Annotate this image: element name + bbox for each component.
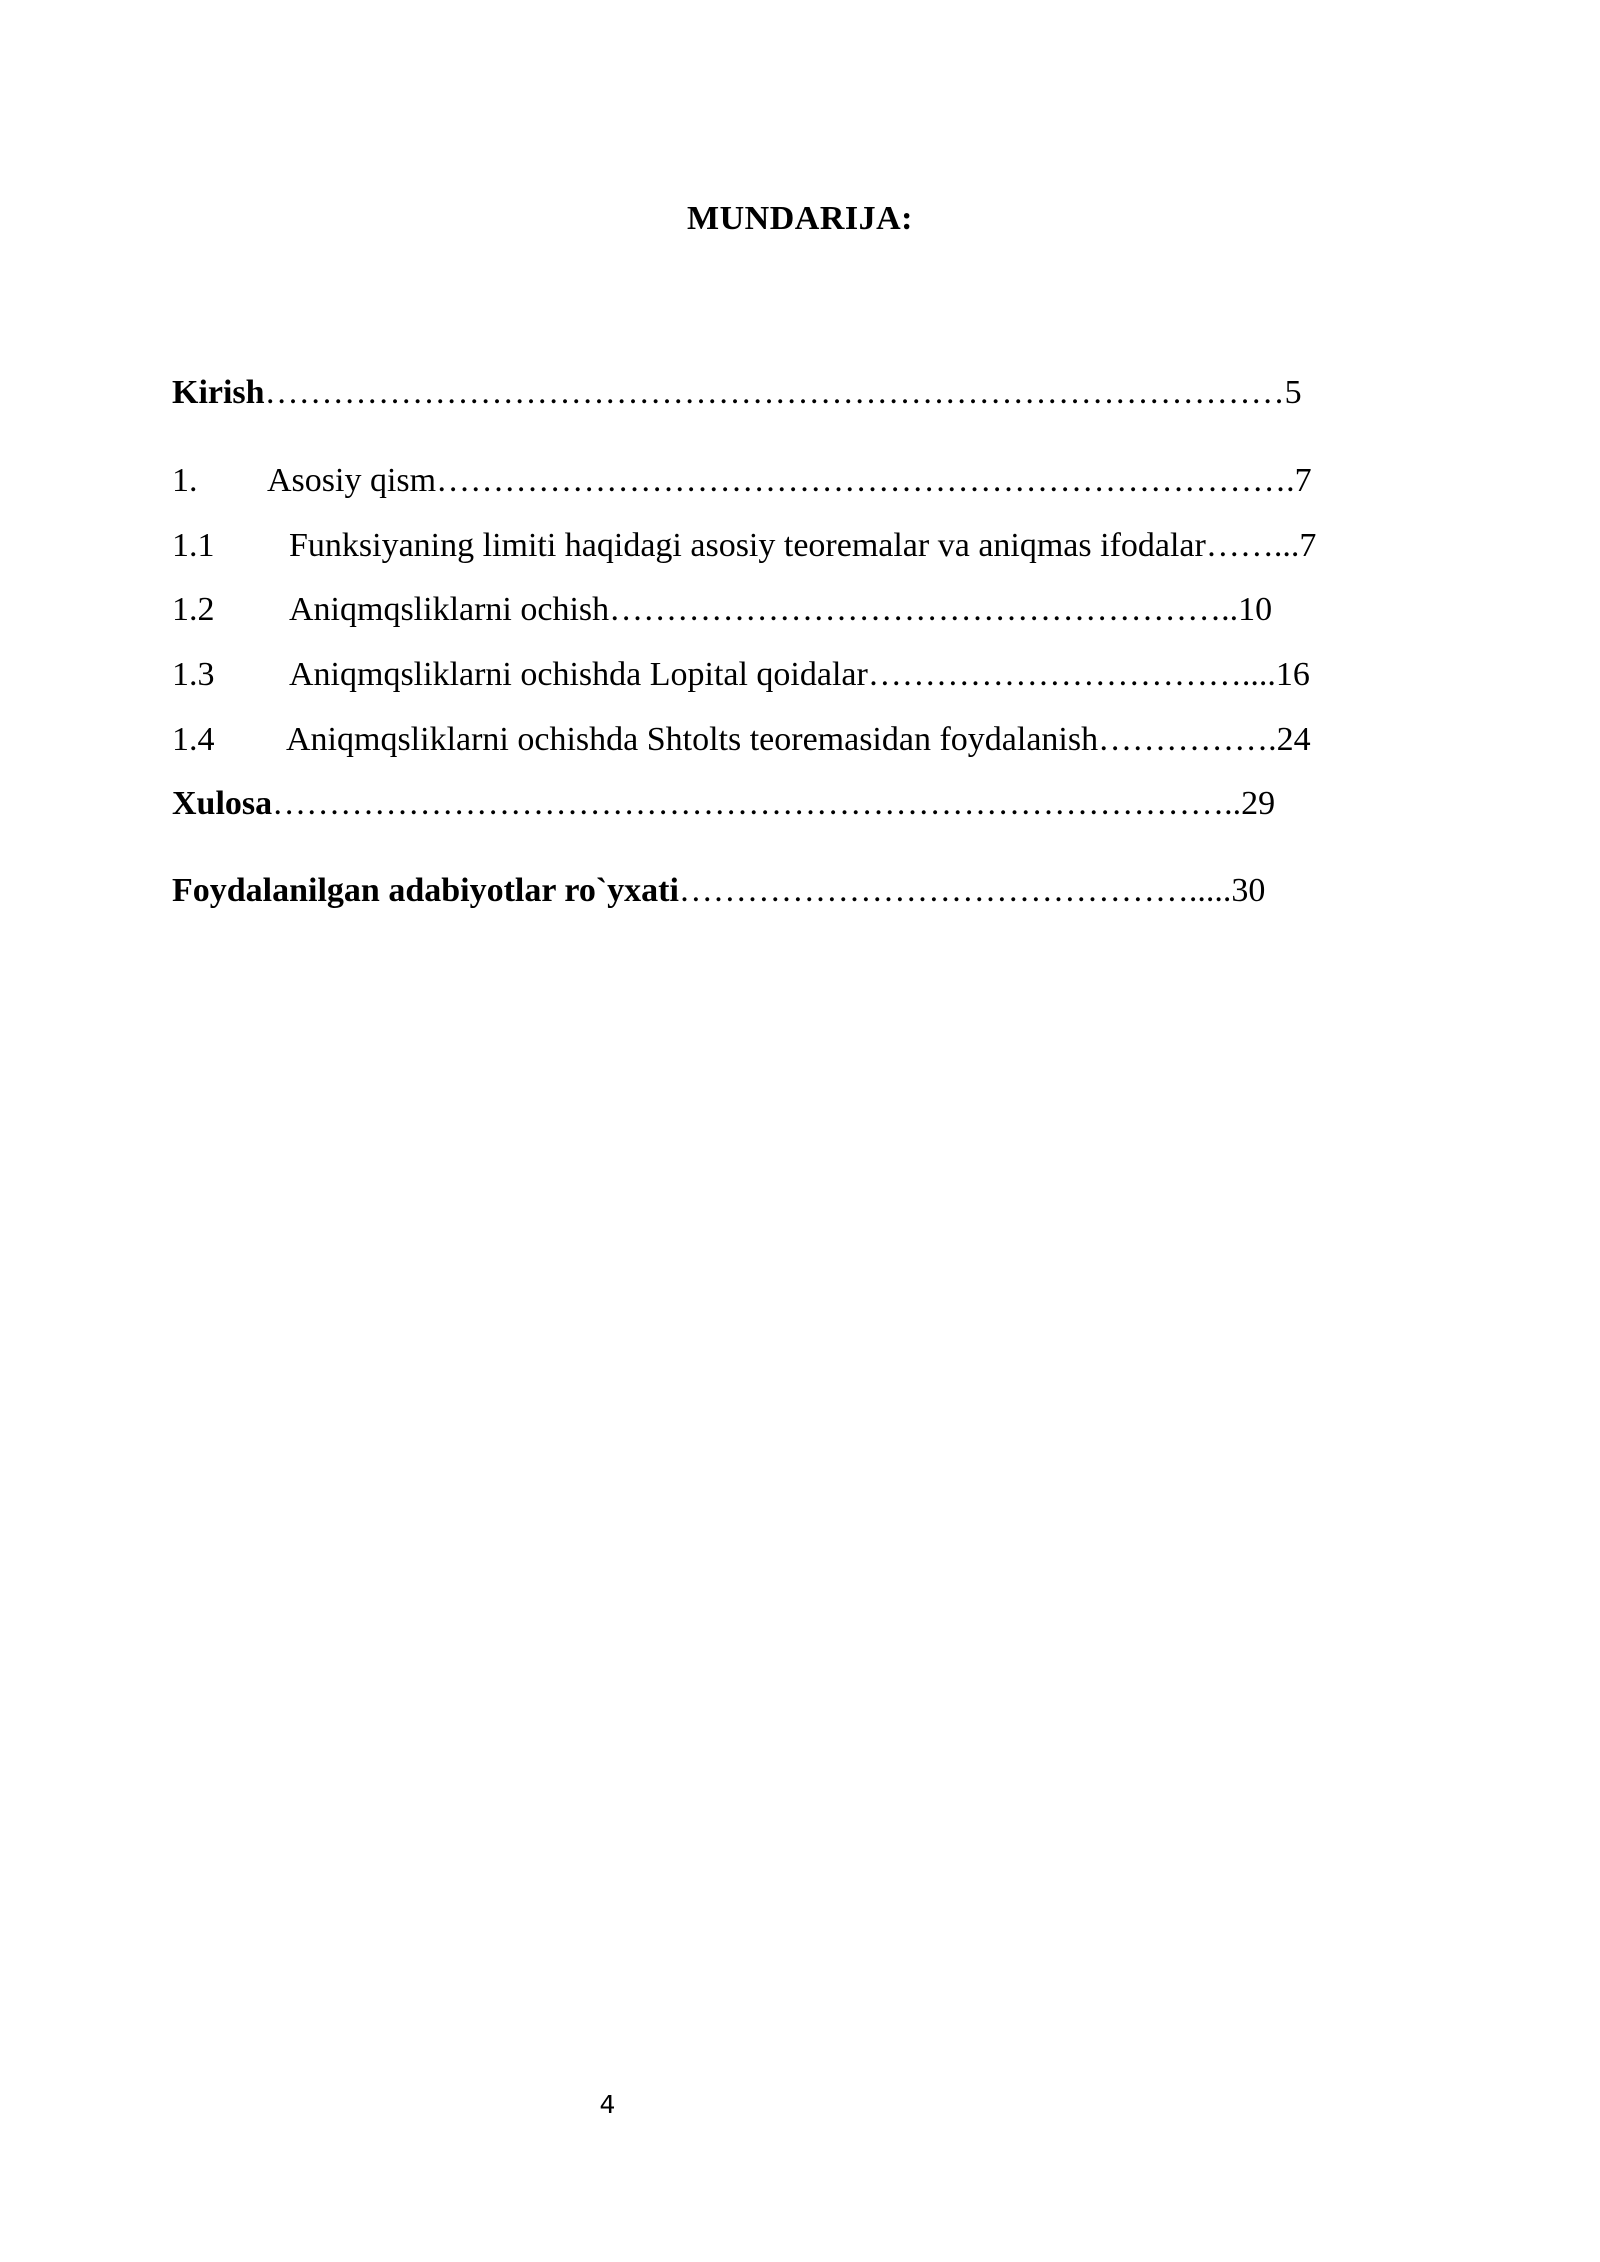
toc-entry-number: 1.4	[172, 721, 215, 758]
toc-leader: ………………………………………………………………….	[436, 462, 1295, 499]
toc-entry-label: Asosiy qism	[267, 462, 437, 499]
toc-leader: …………………………………………………………………………..	[272, 785, 1242, 822]
toc-page-number: 16	[1275, 656, 1310, 693]
toc-entry-1-1[interactable]	[172, 524, 1422, 568]
toc-title: MUNDARIJA:	[687, 200, 913, 237]
toc-entry-kirish[interactable]	[172, 371, 1422, 415]
toc-entry-label: Funksiyaning limiti haqidagi asosiy teoremalar va aniqmas ifodalar	[289, 527, 1206, 564]
toc-leader: ……...	[1205, 527, 1300, 564]
toc-leader: ……………………………....	[867, 656, 1276, 693]
toc-page-number: 10	[1238, 591, 1273, 628]
toc-page-number: 5	[1284, 374, 1302, 411]
toc-entry-1-2[interactable]	[172, 588, 1422, 632]
toc-entry-number: 1.3	[172, 656, 215, 693]
toc-entry-asosiy-qism[interactable]	[172, 459, 1422, 503]
toc-leader: ……………………………………….....	[678, 872, 1232, 909]
toc-entry-xulosa[interactable]	[172, 782, 1422, 826]
toc-page-number: 7	[1294, 462, 1312, 499]
toc-page-number: 29	[1241, 785, 1276, 822]
toc-entry-number: 1.2	[172, 591, 215, 628]
toc-entry-1-4[interactable]	[172, 718, 1422, 762]
toc-entry-label: Aniqmqsliklarni ochishda Lopital qoidalar	[289, 656, 868, 693]
toc-entry-1-3[interactable]	[172, 653, 1422, 697]
page-number: 4	[599, 2090, 616, 2119]
toc-entry-label: Kirish	[172, 374, 265, 411]
toc-entry-label: Foydalanilgan adabiyotlar ro`yxati	[172, 872, 679, 909]
toc-leader: …………….	[1098, 721, 1277, 758]
toc-entry-label: Xulosa	[172, 785, 273, 822]
toc-entry-label: Aniqmqsliklarni ochishda Shtolts teoremasidan foydalanish	[286, 721, 1099, 758]
toc-leader: ………………………………………………………………………………	[264, 374, 1285, 411]
toc-entry-adabiyotlar[interactable]	[172, 869, 1422, 913]
toc-page-number: 24	[1276, 721, 1311, 758]
toc-entry-number: 1.1	[172, 527, 215, 564]
toc-leader: ………………………………………………..	[609, 591, 1239, 628]
toc-page-number: 7	[1299, 527, 1317, 564]
toc-entry-number: 1.	[172, 462, 198, 499]
toc-page-number: 30	[1231, 872, 1266, 909]
toc-entry-label: Aniqmqsliklarni ochish	[289, 591, 610, 628]
